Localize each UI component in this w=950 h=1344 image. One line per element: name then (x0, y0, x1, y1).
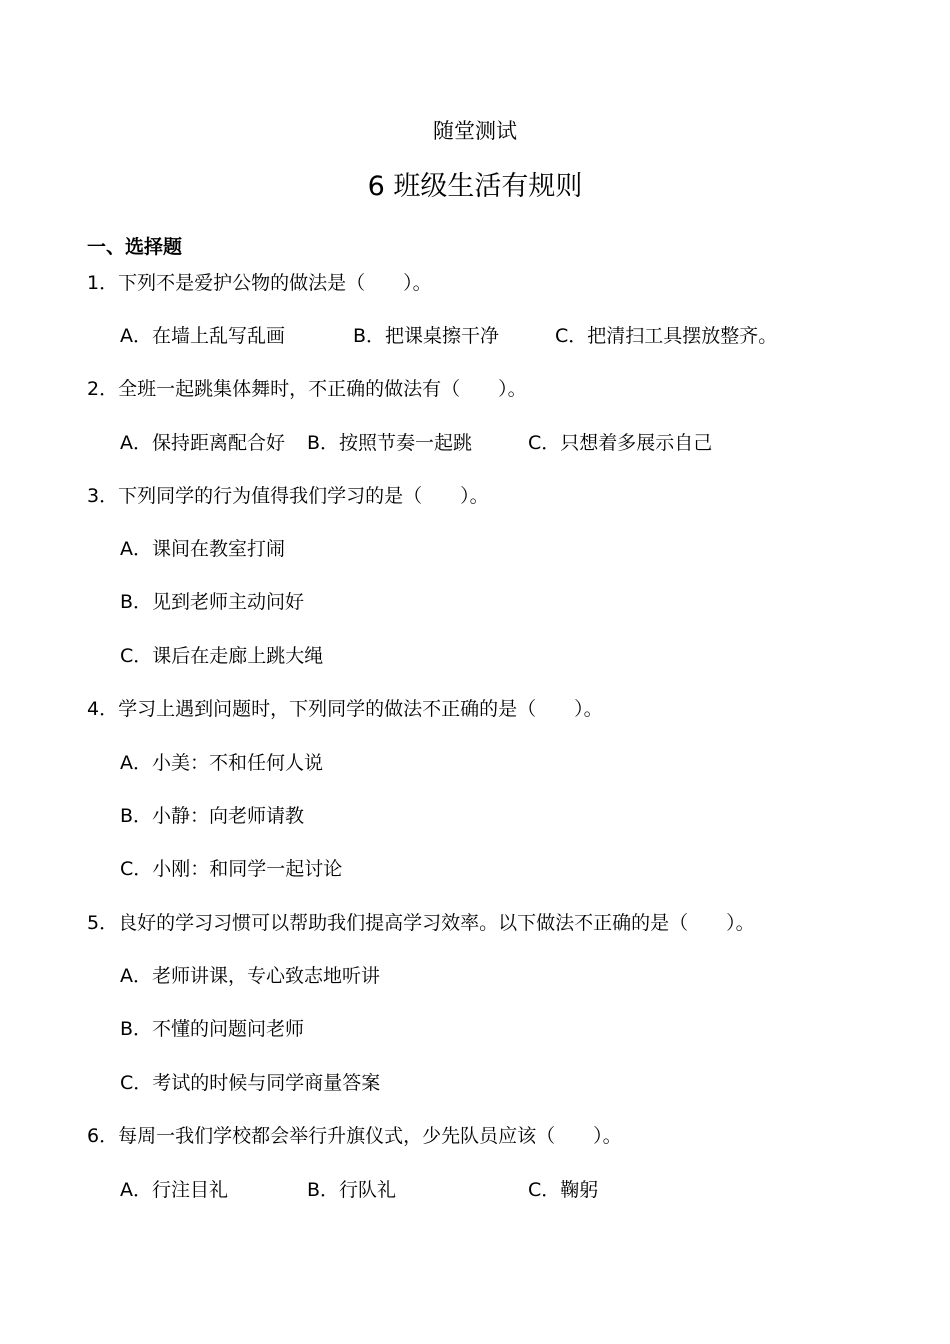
question-6-option-c: C．鞠躬 (528, 1179, 599, 1201)
question-1-option-b: B．把课桌擦干净 (353, 325, 500, 347)
question-2-option-c: C．只想着多展示自己 (528, 432, 713, 454)
question-3-option-a: A．课间在教室打闹 (120, 538, 285, 560)
question-2-stem: 2．全班一起跳集体舞时，不正确的做法有（ ）。 (87, 378, 527, 400)
question-4-stem: 4．学习上遇到问题时，下列同学的做法不正确的是（ ）。 (87, 698, 603, 720)
question-6-stem: 6．每周一我们学校都会举行升旗仪式，少先队员应该（ ）。 (87, 1125, 622, 1147)
question-2-option-a: A．保持距离配合好 (120, 432, 285, 454)
question-4-option-c: C．小刚：和同学一起讨论 (120, 858, 343, 880)
question-4-option-b: B．小静：向老师请教 (120, 805, 305, 827)
question-6-option-a: A．行注目礼 (120, 1179, 228, 1201)
question-3-option-c: C．课后在走廊上跳大绳 (120, 645, 324, 667)
question-5-stem: 5．良好的学习习惯可以帮助我们提高学习效率。以下做法不正确的是（ ）。 (87, 912, 755, 934)
lesson-title: 6 班级生活有规则 (367, 171, 583, 202)
question-5-option-a: A．老师讲课，专心致志地听讲 (120, 965, 380, 987)
question-3-stem: 3．下列同学的行为值得我们学习的是（ ）。 (87, 485, 489, 507)
question-6-option-b: B．行队礼 (307, 1179, 397, 1201)
question-5-option-b: B．不懂的问题问老师 (120, 1018, 305, 1040)
question-5-option-c: C．考试的时候与同学商量答案 (120, 1072, 381, 1094)
question-1-stem: 1．下列不是爱护公物的做法是（ ）。 (87, 272, 432, 294)
question-2-option-b: B．按照节奏一起跳 (307, 432, 473, 454)
question-1-option-a: A．在墙上乱写乱画 (120, 325, 285, 347)
question-3-option-b: B．见到老师主动问好 (120, 591, 305, 613)
quiz-subtitle: 随堂测试 (433, 119, 517, 143)
section-heading: 一、选择题 (87, 236, 183, 258)
question-4-option-a: A．小美：不和任何人说 (120, 752, 323, 774)
question-1-option-c: C．把清扫工具摆放整齐。 (555, 325, 778, 347)
